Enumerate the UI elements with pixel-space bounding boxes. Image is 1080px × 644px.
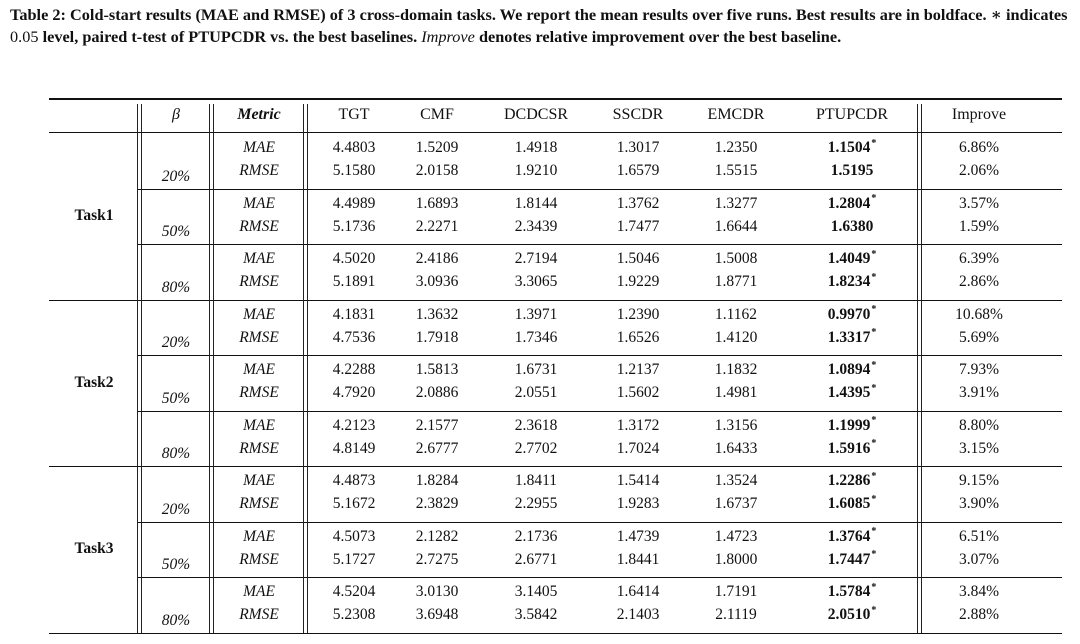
- cell-cmf: 1.8284: [415, 472, 459, 489]
- metric-rmse: RMSE: [239, 273, 279, 290]
- metric-rmse: RMSE: [239, 495, 279, 512]
- cell-ptupcdr: 1.0894*: [827, 359, 877, 378]
- cell-tgt: 4.7536: [332, 328, 376, 346]
- group-rule: [137, 411, 1062, 412]
- cell-sscdr: 1.9283: [616, 495, 660, 512]
- metric-rmse: RMSE: [239, 606, 279, 623]
- cell-ptupcdr: 1.3317*: [827, 327, 877, 346]
- beta-value: 20%: [161, 167, 191, 185]
- cell-improve: 6.51%: [958, 527, 1000, 545]
- cell-cmf: 1.3632: [415, 305, 459, 323]
- table-caption: [10, 4, 1074, 47]
- cell-improve: 9.15%: [958, 472, 1000, 489]
- cell-ptupcdr: 1.6085*: [827, 493, 877, 512]
- column-divider-0: [137, 104, 138, 633]
- metric-mae: MAE: [243, 527, 275, 545]
- beta-value: 80%: [161, 278, 191, 296]
- cell-cmf: 2.0158: [415, 162, 459, 179]
- column-divider-1: [213, 104, 214, 633]
- cell-improve: 3.90%: [958, 495, 1000, 512]
- metric-mae: MAE: [243, 250, 275, 267]
- cell-improve: 3.57%: [958, 194, 1000, 212]
- cell-emcdr: 1.4981: [714, 384, 758, 401]
- header-sscdr: SSCDR: [612, 106, 664, 123]
- significance-star: *: [871, 604, 877, 616]
- beta-value: 80%: [161, 445, 191, 462]
- caption-improve-word: Improve: [421, 26, 475, 46]
- header-metric: Metric: [237, 106, 281, 123]
- cell-tgt: 5.1736: [332, 217, 376, 235]
- cell-dcdcsr: 1.4918: [514, 139, 558, 156]
- metric-mae: MAE: [243, 416, 275, 434]
- cell-tgt: 4.5073: [332, 527, 376, 545]
- header-cmf: CMF: [420, 106, 454, 123]
- cell-sscdr: 1.7024: [616, 439, 660, 457]
- cell-sscdr: 1.8441: [616, 550, 660, 568]
- cell-improve: 3.07%: [958, 550, 1000, 568]
- beta-value: 20%: [161, 334, 191, 351]
- cell-cmf: 1.5813: [415, 361, 459, 378]
- cell-sscdr: 1.2390: [616, 305, 660, 323]
- metric-rmse: RMSE: [239, 384, 279, 401]
- metric-rmse: RMSE: [239, 162, 279, 179]
- cell-sscdr: 1.3017: [616, 139, 660, 156]
- beta-value: 80%: [161, 611, 191, 629]
- cell-dcdcsr: 3.3065: [514, 273, 558, 290]
- significance-star: *: [871, 382, 877, 394]
- cell-tgt: 4.5204: [332, 583, 376, 600]
- cell-improve: 3.91%: [958, 384, 1000, 401]
- metric-rmse: RMSE: [239, 439, 279, 457]
- cell-cmf: 1.7918: [415, 328, 459, 346]
- significance-star: *: [871, 438, 877, 450]
- cell-improve: 6.39%: [958, 250, 1000, 267]
- metric-mae: MAE: [243, 361, 275, 378]
- cell-cmf: 2.4186: [415, 250, 459, 267]
- task-rule: [49, 466, 1062, 467]
- significance-star: *: [871, 304, 877, 316]
- metric-rmse: RMSE: [239, 550, 279, 568]
- cell-emcdr: 1.1832: [714, 361, 758, 378]
- cell-tgt: 4.4989: [332, 194, 376, 212]
- cell-cmf: 2.7275: [415, 550, 459, 568]
- cell-emcdr: 2.1119: [715, 606, 757, 623]
- metric-rmse: RMSE: [239, 217, 279, 235]
- significance-star: *: [871, 526, 877, 538]
- cell-tgt: 4.8149: [332, 439, 376, 457]
- column-divider-0: [141, 104, 142, 633]
- metric-mae: MAE: [243, 583, 275, 600]
- cell-tgt: 5.1672: [332, 495, 376, 512]
- cell-tgt: 4.2288: [332, 361, 376, 378]
- cell-dcdcsr: 2.0551: [514, 384, 558, 401]
- cell-improve: 2.88%: [958, 606, 1000, 623]
- cell-emcdr: 1.7191: [714, 583, 758, 600]
- cell-ptupcdr: 1.6380: [830, 217, 874, 235]
- cell-dcdcsr: 2.7194: [514, 250, 558, 267]
- cell-dcdcsr: 1.7346: [514, 328, 558, 346]
- significance-star: *: [871, 271, 877, 283]
- cell-tgt: 4.5020: [332, 250, 376, 267]
- caption-label: Table 2:: [10, 5, 66, 24]
- cell-emcdr: 1.3277: [714, 194, 758, 212]
- cell-dcdcsr: 1.9210: [514, 162, 558, 179]
- caption-text-3: denotes relative improvement over the best baseline.: [474, 26, 842, 46]
- results-table: [49, 98, 1062, 634]
- column-divider-1: [209, 104, 210, 633]
- significance-star: *: [871, 493, 877, 505]
- cell-cmf: 3.6948: [415, 606, 459, 623]
- cell-cmf: 2.1282: [415, 527, 459, 545]
- beta-value: 50%: [161, 389, 191, 407]
- cell-tgt: 4.7920: [332, 384, 376, 401]
- cell-improve: 6.86%: [958, 139, 1000, 156]
- cell-dcdcsr: 2.1736: [514, 527, 558, 545]
- significance-star: *: [871, 470, 877, 482]
- significance-star: *: [871, 193, 877, 205]
- cell-cmf: 3.0936: [415, 273, 459, 290]
- table-top-rule: [49, 98, 1062, 100]
- cell-sscdr: 1.2137: [616, 361, 660, 378]
- caption-text-2: level, paired t-test of PTUPCDR vs. the best baselines.: [38, 26, 422, 46]
- task-label: Task1: [74, 207, 114, 225]
- caption-text: Cold-start results (MAE and RMSE) of 3 cross-domain tasks. We report the mean results over five runs. Best results are in boldface. ∗ indicates: [65, 5, 1068, 24]
- header-rule: [49, 132, 1062, 133]
- cell-sscdr: 1.3172: [616, 416, 660, 434]
- cell-ptupcdr: 1.3764*: [827, 526, 877, 545]
- cell-cmf: 3.0130: [415, 583, 459, 600]
- cell-emcdr: 1.8000: [714, 550, 758, 568]
- cell-ptupcdr: 1.1999*: [827, 415, 877, 434]
- cell-cmf: 1.6893: [415, 194, 459, 212]
- group-rule: [137, 577, 1062, 578]
- header-dcdcsr: DCDCSR: [503, 106, 569, 123]
- cell-dcdcsr: 1.8144: [514, 194, 558, 212]
- cell-dcdcsr: 1.3971: [514, 305, 558, 323]
- significance-star: *: [871, 359, 877, 371]
- cell-improve: 8.80%: [958, 416, 1000, 434]
- cell-ptupcdr: 1.5784*: [827, 581, 877, 600]
- table-bottom-rule: [49, 633, 1062, 635]
- cell-emcdr: 1.3524: [714, 472, 758, 489]
- cell-sscdr: 1.5046: [616, 250, 660, 267]
- cell-ptupcdr: 1.8234*: [827, 271, 877, 290]
- caption-level-value: 0.05: [10, 26, 39, 46]
- cell-tgt: 5.1727: [332, 550, 376, 568]
- cell-improve: 1.59%: [958, 217, 1000, 235]
- task-label: Task3: [74, 540, 114, 558]
- cell-tgt: 5.1891: [332, 273, 376, 290]
- cell-ptupcdr: 0.9970*: [827, 304, 877, 323]
- cell-dcdcsr: 3.1405: [514, 583, 558, 600]
- task-label: Task2: [74, 373, 114, 391]
- cell-ptupcdr: 1.4395*: [827, 382, 877, 401]
- cell-dcdcsr: 3.5842: [514, 606, 558, 623]
- significance-star: *: [871, 327, 877, 339]
- cell-dcdcsr: 1.6731: [514, 361, 558, 378]
- metric-mae: MAE: [243, 305, 275, 323]
- cell-sscdr: 1.5602: [616, 384, 660, 401]
- cell-improve: 3.15%: [958, 439, 1000, 457]
- cell-ptupcdr: 2.0510*: [827, 604, 877, 623]
- cell-emcdr: 1.6433: [714, 439, 758, 457]
- column-divider-3: [921, 104, 922, 633]
- cell-emcdr: 1.8771: [714, 273, 758, 290]
- cell-cmf: 2.1577: [415, 416, 459, 434]
- column-divider-2: [303, 104, 304, 633]
- cell-cmf: 2.0886: [415, 384, 459, 401]
- beta-value: 20%: [161, 500, 191, 518]
- cell-sscdr: 1.3762: [616, 194, 660, 212]
- significance-star: *: [871, 581, 877, 593]
- significance-star: *: [871, 137, 877, 149]
- header-tgt: TGT: [338, 106, 370, 123]
- cell-ptupcdr: 1.5195: [830, 162, 874, 179]
- cell-sscdr: 1.9229: [616, 273, 660, 290]
- group-rule: [137, 189, 1062, 190]
- cell-sscdr: 1.6526: [616, 328, 660, 346]
- cell-improve: 10.68%: [955, 305, 1003, 323]
- cell-ptupcdr: 1.7447*: [827, 549, 877, 568]
- cell-improve: 2.86%: [958, 273, 1000, 290]
- cell-tgt: 4.4873: [332, 472, 376, 489]
- cell-tgt: 4.1831: [332, 305, 376, 323]
- cell-cmf: 2.3829: [415, 495, 459, 512]
- beta-value: 50%: [161, 223, 191, 240]
- cell-ptupcdr: 1.1504*: [827, 137, 877, 156]
- group-rule: [137, 522, 1062, 523]
- header-emcdr: EMCDR: [707, 106, 765, 123]
- cell-cmf: 1.5209: [415, 139, 459, 156]
- cell-emcdr: 1.6737: [714, 495, 758, 512]
- cell-emcdr: 1.4723: [714, 527, 758, 545]
- cell-tgt: 4.2123: [332, 416, 376, 434]
- group-rule: [137, 355, 1062, 356]
- cell-sscdr: 2.1403: [616, 606, 660, 623]
- cell-improve: 7.93%: [958, 361, 1000, 378]
- metric-mae: MAE: [243, 139, 275, 156]
- metric-rmse: RMSE: [239, 328, 279, 346]
- cell-ptupcdr: 1.2804*: [827, 193, 877, 212]
- column-divider-2: [307, 104, 308, 633]
- cell-cmf: 2.2271: [415, 217, 459, 235]
- cell-ptupcdr: 1.5916*: [827, 438, 877, 457]
- cell-tgt: 5.1580: [332, 162, 376, 179]
- header-ptupcdr: PTUPCDR: [815, 106, 889, 123]
- cell-improve: 2.06%: [958, 162, 1000, 179]
- cell-sscdr: 1.4739: [616, 527, 660, 545]
- cell-tgt: 4.4803: [332, 139, 376, 156]
- cell-dcdcsr: 1.8411: [514, 472, 558, 489]
- cell-cmf: 2.6777: [415, 439, 459, 457]
- group-rule: [137, 244, 1062, 245]
- metric-mae: MAE: [243, 472, 275, 489]
- cell-emcdr: 1.5008: [714, 250, 758, 267]
- cell-sscdr: 1.7477: [616, 217, 660, 235]
- cell-ptupcdr: 1.4049*: [827, 248, 877, 267]
- task-rule: [49, 300, 1062, 301]
- significance-star: *: [871, 248, 877, 260]
- cell-dcdcsr: 2.3439: [514, 217, 558, 235]
- cell-dcdcsr: 2.6771: [514, 550, 558, 568]
- significance-star: *: [871, 415, 877, 427]
- cell-ptupcdr: 1.2286*: [827, 470, 877, 489]
- beta-value: 50%: [161, 556, 191, 573]
- cell-sscdr: 1.6414: [616, 583, 660, 600]
- metric-mae: MAE: [243, 194, 275, 212]
- cell-dcdcsr: 2.2955: [514, 495, 558, 512]
- cell-dcdcsr: 2.7702: [514, 439, 558, 457]
- significance-star: *: [871, 549, 877, 561]
- header-beta: β: [172, 106, 180, 123]
- cell-tgt: 5.2308: [332, 606, 376, 623]
- cell-emcdr: 1.1162: [714, 305, 758, 323]
- cell-emcdr: 1.4120: [714, 328, 758, 346]
- cell-emcdr: 1.6644: [714, 217, 758, 235]
- cell-dcdcsr: 2.3618: [514, 416, 558, 434]
- column-divider-3: [917, 104, 918, 633]
- cell-improve: 5.69%: [958, 328, 1000, 346]
- cell-emcdr: 1.2350: [714, 139, 758, 156]
- cell-sscdr: 1.5414: [616, 472, 660, 489]
- cell-sscdr: 1.6579: [616, 162, 660, 179]
- cell-improve: 3.84%: [958, 583, 1000, 600]
- cell-emcdr: 1.5515: [714, 162, 758, 179]
- header-improve: Improve: [951, 106, 1007, 123]
- cell-emcdr: 1.3156: [714, 416, 758, 434]
